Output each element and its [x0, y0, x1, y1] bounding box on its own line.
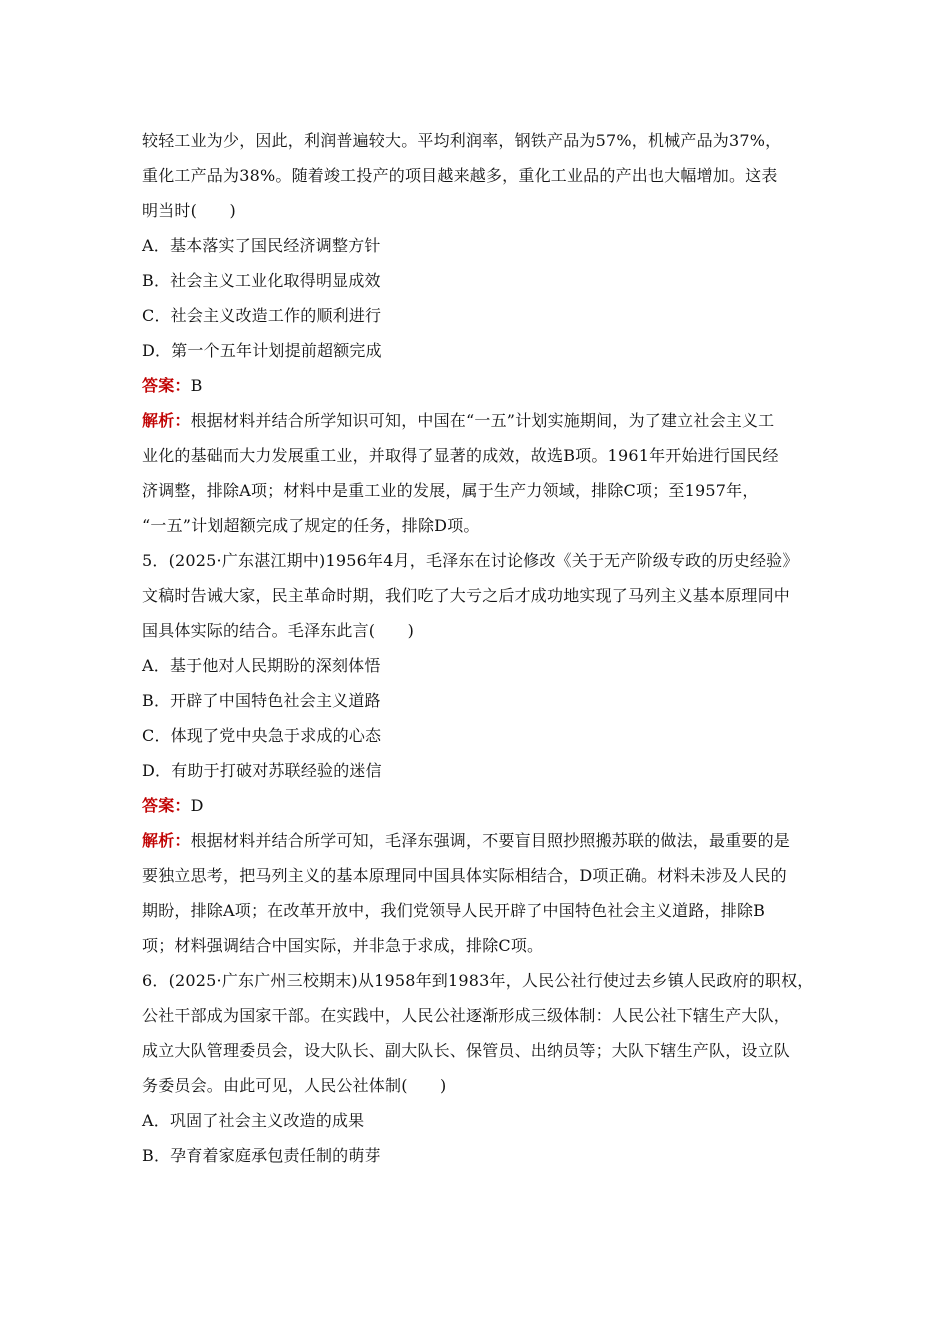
q5-stem-line: 国具体实际的结合。毛泽东此言( )	[142, 621, 415, 640]
q5-answer	[142, 788, 822, 823]
answer-value: D	[190, 796, 204, 815]
document-page	[142, 123, 822, 1173]
q4-stem-line: 重化工产品为38%。随着竣工投产的项目越来越多，重化工业品的产出也大幅增加。这表	[142, 166, 778, 185]
q5-analysis-line	[142, 823, 822, 858]
q4-stem-line: 较轻工业为少，因此，利润普遍较大。平均利润率，钢铁产品为57%，机械产品为37%，	[142, 131, 782, 150]
q6-stem-line: 6．(2025·广东广州三校期末)从1958年到1983年，人民公社行使过去乡镇人民政府的职权，	[142, 971, 814, 990]
q5-option-b: B．开辟了中国特色社会主义道路	[142, 691, 381, 710]
q5-option-d: D．有助于打破对苏联经验的迷信	[142, 761, 382, 780]
answer-value: B	[190, 376, 203, 395]
q5-analysis-line: 期盼，排除A项；在改革开放中，我们党领导人民开辟了中国特色社会主义道路，排除B	[142, 901, 766, 920]
analysis-text: 根据材料并结合所学可知，毛泽东强调，不要盲目照抄照搬苏联的做法，最重要的是	[190, 831, 791, 850]
analysis-label: 解析：	[142, 831, 191, 850]
q4-option-b: B．社会主义工业化取得明显成效	[142, 271, 381, 290]
q5-stem-line: 5．(2025·广东湛江期中)1956年4月，毛泽东在讨论修改《关于无产阶级专政的历史经验》	[142, 551, 799, 570]
q4-analysis-line: “一五”计划超额完成了规定的任务，排除D项。	[142, 516, 480, 535]
q6-option-a: A．巩固了社会主义改造的成果	[142, 1111, 365, 1130]
q5-stem-line: 文稿时告诫大家，民主革命时期，我们吃了大亏之后才成功地实现了马列主义基本原理同中	[142, 586, 791, 605]
q4-analysis-line: 济调整，排除A项；材料中是重工业的发展，属于生产力领域，排除C项；至1957年，	[142, 481, 759, 500]
q6-stem-line: 务委员会。由此可见，人民公社体制( )	[142, 1076, 447, 1095]
q4-analysis-line	[142, 403, 822, 438]
analysis-label: 解析：	[142, 411, 191, 430]
q4-option-a: A．基本落实了国民经济调整方针	[142, 236, 381, 255]
q4-option-d: D．第一个五年计划提前超额完成	[142, 341, 382, 360]
analysis-text: 根据材料并结合所学知识可知，中国在“一五”计划实施期间，为了建立社会主义工	[190, 411, 775, 430]
answer-label: 答案：	[142, 796, 191, 815]
q4-answer	[142, 368, 822, 403]
q5-option-c: C．体现了党中央急于求成的心态	[142, 726, 382, 745]
q6-option-b: B．孕育着家庭承包责任制的萌芽	[142, 1146, 381, 1165]
q5-option-a: A．基于他对人民期盼的深刻体悟	[142, 656, 381, 675]
q6-stem-line: 成立大队管理委员会，设大队长、副大队长、保管员、出纳员等；大队下辖生产队，设立队	[142, 1041, 791, 1060]
q4-analysis-line: 业化的基础而大力发展重工业，并取得了显著的成效，故选B项。1961年开始进行国民经	[142, 446, 779, 465]
q4-option-c: C．社会主义改造工作的顺利进行	[142, 306, 382, 325]
answer-label: 答案：	[142, 376, 191, 395]
q5-analysis-line: 要独立思考，把马列主义的基本原理同中国具体实际相结合，D项正确。材料未涉及人民的	[142, 866, 787, 885]
q4-stem-line: 明当时( )	[142, 201, 236, 220]
q5-analysis-line: 项；材料强调结合中国实际，并非急于求成，排除C项。	[142, 936, 544, 955]
q6-stem-line: 公社干部成为国家干部。在实践中，人民公社逐渐形成三级体制：人民公社下辖生产大队，	[142, 1006, 791, 1025]
